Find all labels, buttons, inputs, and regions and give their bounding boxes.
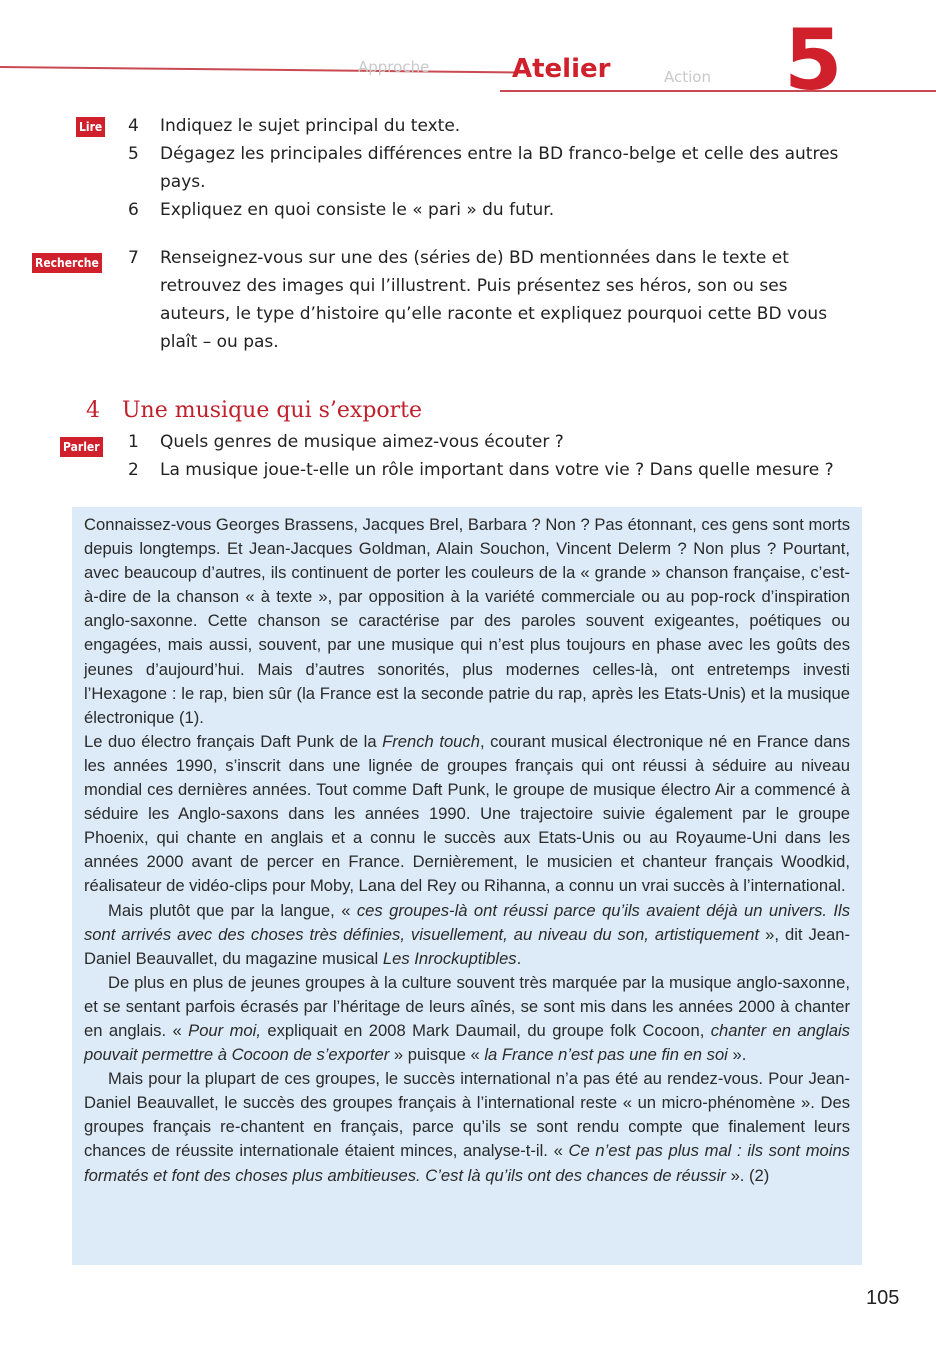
tag-recherche: Recherche [32,253,102,273]
article-paragraph: Mais pour la plupart de ces groupes, le succès international n’a pas été au rendez-vous. Pour Jean-Daniel Beauvallet, le succès des groupes français à l’international reste « un micro-phénomène ». Des groupes français re-chantent en français, parce qu’ils se sont rendu compte que finalement leurs chances de réussite internationale étaient minces, analyse-t-il. « Ce n’est pas plus mal : ils sont moins formatés et font des choses plus ambitieuses. C’est là qu’ils ont des chances de réussir ». (2) [84,1069,850,1185]
article-text [84,513,850,1188]
page-number: 105 [866,1287,900,1309]
question-text: Indiquez le sujet principal du texte. [160,116,461,136]
header-rule [0,66,520,73]
question-number: 1 [128,432,139,452]
article-paragraph: Connaissez-vous Georges Brassens, Jacques Brel, Barbara ? Non ? Pas étonnant, ces gens sont morts depuis longtemps. Et Jean-Jacques Goldman, Alain Souchon, Vincent Delerm ? Non plus ? Pourtant, avec beaucoup d’autres, ils continuent de porter les couleurs de la « grande » chanson française, c’est-à-dire de la chanson « à texte », par opposition à la variété commerciale ou au pop-rock d’inspiration anglo-saxonne. Cette chanson se caractérise par des paroles souvent exigeantes, poétiques ou engagées, mais aussi, souvent, par une musique qui n’est plus toujours en phase avec les goûts des jeunes d’aujourd’hui. Mais d’autres sonorités, plus modernes celles-là, ont entretemps investi l’Hexagone : le rap, bien sûr (la France est la seconde patrie du rap, après les Etats-Unis) et la musique électronique (1). [84,515,850,727]
section-number: 4 [86,398,100,423]
question-number: 6 [128,200,139,220]
header-rule [500,90,936,92]
question-text: La musique joue-t-elle un rôle important dans votre vie ? Dans quelle mesure ? [160,460,834,480]
article-paragraph: De plus en plus de jeunes groupes à la culture souvent très marquée par la musique anglo-saxonne, et se sentant parfois écrasés par l’héritage de leurs aînés, se sont mis dans les années 2000 à chanter en anglais. « Pour moi, expliquait en 2008 Mark Daumail, du groupe folk Cocoon, chanter en anglais pouvait permettre à Cocoon de s’exporter » puisque « la France n’est pas une fin en soi ». [84,972,850,1065]
unit-number: 5 [784,11,843,109]
tag-lire: Lire [76,117,105,137]
header-action: Action [664,68,711,86]
article-paragraph: Mais plutôt que par la langue, « ces groupes-là ont réussi parce qu’ils avaient déjà un univers. Ils sont arrivés avec des choses très définies, visuellement, au niveau du son, artistiquement », dit Jean-Daniel Beauvallet, du magazine musical Les Inrockuptibles. [84,900,850,968]
article-paragraph: Le duo électro français Daft Punk de la French touch, courant musical électronique né en France dans les années 1990, s’inscrit dans une lignée de groupes français qui ont réussi à séduire au niveau mondial ces dernières années. Tout comme Daft Punk, le groupe de musique électro Air a commencé à séduire les Anglo-saxons dans les années 1990. Une trajectoire suivie également par le groupe Phoenix, qui chante en anglais et a connu le succès aux Etats-Unis ou au Royaume-Uni dans les années 2000 avant de percer en France. Dernièrement, le musicien et chanteur français Woodkid, réalisateur de vidéo-clips pour Moby, Lana del Rey ou Rihanna, a connu un vrai succès à l’international. [84,731,850,896]
question-number: 5 [128,144,139,164]
question-text: Renseignez-vous sur une des (séries de) BD mentionnées dans le texte et retrouvez des images qui l’illustrent. Puis présentez ses héros, son ou ses auteurs, le type d’histoire qu’elle raconte et expliquez pourquoi cette BD vous plaît – ou pas. [160,248,828,352]
section-title-text: Une musique qui s’exporte [122,398,423,423]
section-title [86,398,422,423]
question-text: Quels genres de musique aimez-vous écouter ? [160,432,564,452]
question-text: Expliquez en quoi consiste le « pari » du futur. [160,200,555,220]
question-number: 7 [128,248,139,268]
question-number: 2 [128,460,139,480]
question-text: Dégagez les principales différences entre la BD franco-belge et celle des autres pays. [160,144,839,192]
header-approche: Approche [358,58,430,76]
question-number: 4 [128,116,139,136]
header-atelier: Atelier [512,54,611,84]
tag-parler: Parler [60,437,103,457]
